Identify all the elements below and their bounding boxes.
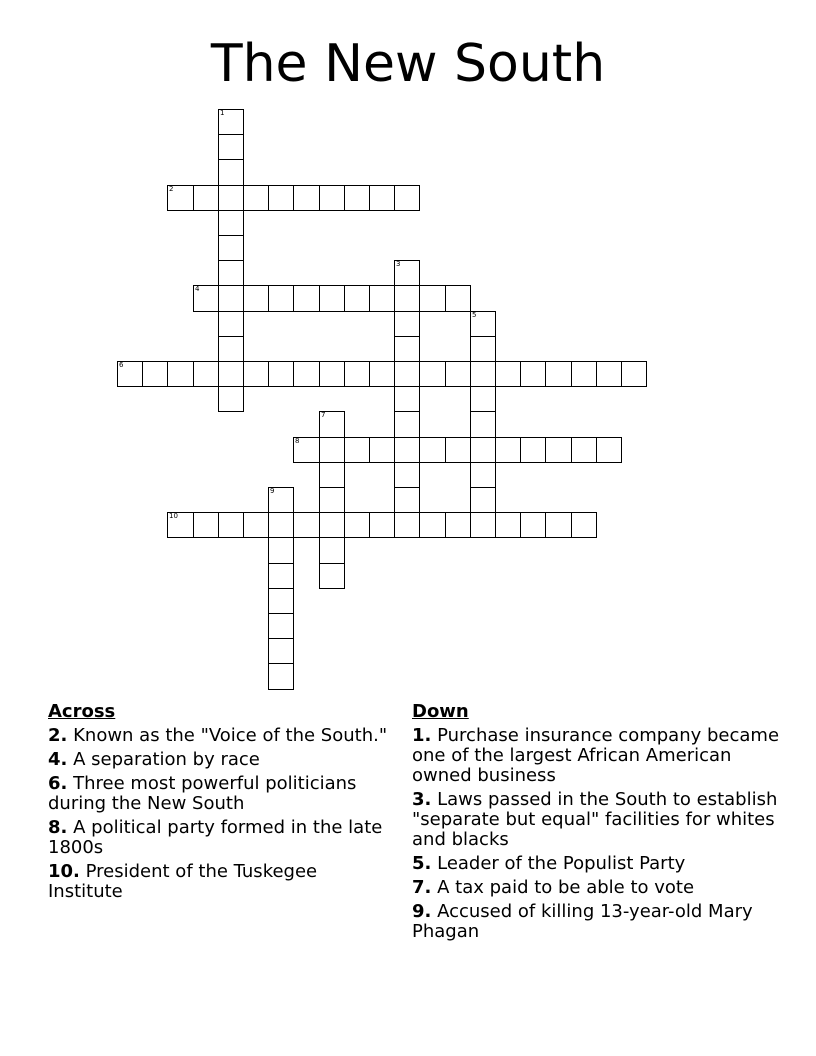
down-clue-1 xyxy=(412,726,782,786)
grid-cell[interactable] xyxy=(344,361,370,387)
clue-number: 5. xyxy=(412,853,432,874)
grid-cell[interactable] xyxy=(268,361,294,387)
grid-cell[interactable] xyxy=(419,361,446,387)
grid-cell[interactable] xyxy=(545,437,572,463)
grid-cell[interactable] xyxy=(319,537,345,564)
grid-cell[interactable] xyxy=(394,411,420,438)
across-clue-8 xyxy=(48,818,393,858)
clue-text: A political party formed in the late 1800s xyxy=(48,817,383,858)
grid-cell[interactable] xyxy=(117,361,143,387)
grid-cell[interactable] xyxy=(319,487,345,513)
grid-cell[interactable] xyxy=(470,487,496,513)
grid-cell[interactable] xyxy=(470,512,496,538)
grid-cell[interactable] xyxy=(520,512,546,538)
grid-cell[interactable] xyxy=(394,462,420,488)
down-clue-5 xyxy=(412,854,782,874)
grid-cell[interactable] xyxy=(268,638,294,664)
clue-text: Known as the "Voice of the South." xyxy=(73,725,388,746)
grid-cell[interactable] xyxy=(596,361,622,387)
grid-cell[interactable] xyxy=(445,285,471,312)
grid-cell[interactable] xyxy=(495,437,521,463)
grid-cell[interactable] xyxy=(218,260,244,286)
across-clue-2 xyxy=(48,726,393,746)
grid-cell[interactable] xyxy=(621,361,647,387)
grid-cell[interactable] xyxy=(545,512,572,538)
grid-cell[interactable] xyxy=(596,437,622,463)
grid-cell[interactable] xyxy=(268,285,294,312)
grid-cell[interactable] xyxy=(167,512,194,538)
clue-text: Accused of killing 13-year-old Mary Phagan xyxy=(412,901,753,942)
across-clue-6 xyxy=(48,774,393,814)
grid-cell[interactable] xyxy=(394,260,420,286)
grid-cell[interactable] xyxy=(218,386,244,412)
grid-cell[interactable] xyxy=(394,512,420,538)
clue-number: 9. xyxy=(412,901,432,922)
grid-cell[interactable] xyxy=(445,512,471,538)
grid-cell[interactable] xyxy=(268,663,294,690)
clue-number-label: 8 xyxy=(295,437,300,445)
grid-cell[interactable] xyxy=(394,185,420,211)
page-title: The New South xyxy=(210,34,606,94)
grid-cell[interactable] xyxy=(394,437,420,463)
clue-number-label: 4 xyxy=(195,285,200,293)
grid-cell[interactable] xyxy=(268,563,294,589)
grid-cell[interactable] xyxy=(243,185,269,211)
down-heading: Down xyxy=(412,701,469,722)
grid-cell[interactable] xyxy=(470,462,496,488)
clue-number: 8. xyxy=(48,817,68,838)
clue-number-label: 9 xyxy=(270,487,275,495)
grid-cell[interactable] xyxy=(167,185,194,211)
grid-cell[interactable] xyxy=(344,285,370,312)
grid-cell[interactable] xyxy=(571,512,597,538)
grid-cell[interactable] xyxy=(218,361,244,387)
grid-cell[interactable] xyxy=(394,336,420,362)
clue-number-label: 1 xyxy=(220,109,225,117)
grid-cell[interactable] xyxy=(293,185,320,211)
grid-cell[interactable] xyxy=(193,185,219,211)
clue-text: A separation by race xyxy=(73,749,260,770)
grid-cell[interactable] xyxy=(369,361,395,387)
grid-cell[interactable] xyxy=(369,285,395,312)
clue-text: Leader of the Populist Party xyxy=(437,853,686,874)
grid-cell[interactable] xyxy=(319,462,345,488)
grid-cell[interactable] xyxy=(167,361,194,387)
grid-cell[interactable] xyxy=(268,512,294,538)
across-clue-10 xyxy=(48,862,393,902)
grid-cell[interactable] xyxy=(193,512,219,538)
grid-cell[interactable] xyxy=(268,613,294,639)
grid-cell[interactable] xyxy=(218,185,244,211)
grid-cell[interactable] xyxy=(419,437,446,463)
grid-cell[interactable] xyxy=(218,285,244,312)
grid-cell[interactable] xyxy=(293,285,320,312)
grid-cell[interactable] xyxy=(243,285,269,312)
grid-cell[interactable] xyxy=(218,210,244,236)
grid-cell[interactable] xyxy=(268,537,294,564)
grid-cell[interactable] xyxy=(571,437,597,463)
clue-number-label: 2 xyxy=(169,185,174,193)
grid-cell[interactable] xyxy=(218,159,244,186)
grid-cell[interactable] xyxy=(344,512,370,538)
grid-cell[interactable] xyxy=(193,285,219,312)
grid-cell[interactable] xyxy=(445,361,471,387)
clue-number: 6. xyxy=(48,773,68,794)
grid-cell[interactable] xyxy=(394,361,420,387)
grid-cell[interactable] xyxy=(142,361,168,387)
grid-cell[interactable] xyxy=(319,563,345,589)
grid-cell[interactable] xyxy=(369,512,395,538)
grid-cell[interactable] xyxy=(419,512,446,538)
grid-cell[interactable] xyxy=(520,437,546,463)
grid-cell[interactable] xyxy=(394,285,420,312)
grid-cell[interactable] xyxy=(293,437,320,463)
grid-cell[interactable] xyxy=(268,588,294,614)
clue-text: Laws passed in the South to establish "separate but equal" facilities for whites and blacks xyxy=(412,789,778,850)
grid-cell[interactable] xyxy=(394,487,420,513)
clue-text: Purchase insurance company became one of the largest African American owned business xyxy=(412,725,780,786)
grid-cell[interactable] xyxy=(394,386,420,412)
down-clues xyxy=(412,702,782,946)
clue-number: 7. xyxy=(412,877,432,898)
grid-cell[interactable] xyxy=(319,512,345,538)
grid-cell[interactable] xyxy=(470,336,496,362)
grid-cell[interactable] xyxy=(369,185,395,211)
grid-cell[interactable] xyxy=(394,311,420,337)
clue-number: 3. xyxy=(412,789,432,810)
grid-cell[interactable] xyxy=(495,512,521,538)
grid-cell[interactable] xyxy=(218,235,244,261)
grid-cell[interactable] xyxy=(319,285,345,312)
grid-cell[interactable] xyxy=(470,361,496,387)
grid-cell[interactable] xyxy=(319,361,345,387)
grid-cell[interactable] xyxy=(344,185,370,211)
grid-cell[interactable] xyxy=(268,487,294,513)
clue-number-label: 10 xyxy=(169,512,178,520)
grid-cell[interactable] xyxy=(520,361,546,387)
clue-number: 4. xyxy=(48,749,68,770)
clue-number-label: 5 xyxy=(472,311,477,319)
grid-cell[interactable] xyxy=(218,311,244,337)
grid-cell[interactable] xyxy=(243,512,269,538)
clue-number: 10. xyxy=(48,861,80,882)
grid-cell[interactable] xyxy=(218,336,244,362)
clue-text: President of the Tuskegee Institute xyxy=(48,861,318,902)
grid-cell[interactable] xyxy=(445,437,471,463)
grid-cell[interactable] xyxy=(268,185,294,211)
clue-text: A tax paid to be able to vote xyxy=(437,877,695,898)
grid-cell[interactable] xyxy=(419,285,446,312)
across-clues xyxy=(48,702,393,906)
grid-cell[interactable] xyxy=(495,361,521,387)
grid-cell[interactable] xyxy=(319,437,345,463)
grid-cell[interactable] xyxy=(319,411,345,438)
grid-cell[interactable] xyxy=(470,386,496,412)
clue-number: 1. xyxy=(412,725,432,746)
grid-cell[interactable] xyxy=(470,311,496,337)
grid-cell[interactable] xyxy=(470,411,496,438)
grid-cell[interactable] xyxy=(218,134,244,160)
grid-cell[interactable] xyxy=(319,185,345,211)
across-clue-4 xyxy=(48,750,393,770)
down-clue-3 xyxy=(412,790,782,850)
down-clue-7 xyxy=(412,878,782,898)
grid-cell[interactable] xyxy=(293,512,320,538)
clue-number-label: 6 xyxy=(119,361,124,369)
clue-number-label: 7 xyxy=(321,411,326,419)
grid-cell[interactable] xyxy=(218,109,244,135)
grid-cell[interactable] xyxy=(369,437,395,463)
clue-text: Three most powerful politicians during the New South xyxy=(48,773,357,814)
grid-cell[interactable] xyxy=(218,512,244,538)
grid-cell[interactable] xyxy=(571,361,597,387)
down-clue-9 xyxy=(412,902,782,942)
grid-cell[interactable] xyxy=(470,437,496,463)
clue-number-label: 3 xyxy=(396,260,401,268)
grid-cell[interactable] xyxy=(344,437,370,463)
clue-number: 2. xyxy=(48,725,68,746)
grid-cell[interactable] xyxy=(193,361,219,387)
grid-cell[interactable] xyxy=(545,361,572,387)
grid-cell[interactable] xyxy=(243,361,269,387)
grid-cell[interactable] xyxy=(293,361,320,387)
across-heading: Across xyxy=(48,701,116,722)
